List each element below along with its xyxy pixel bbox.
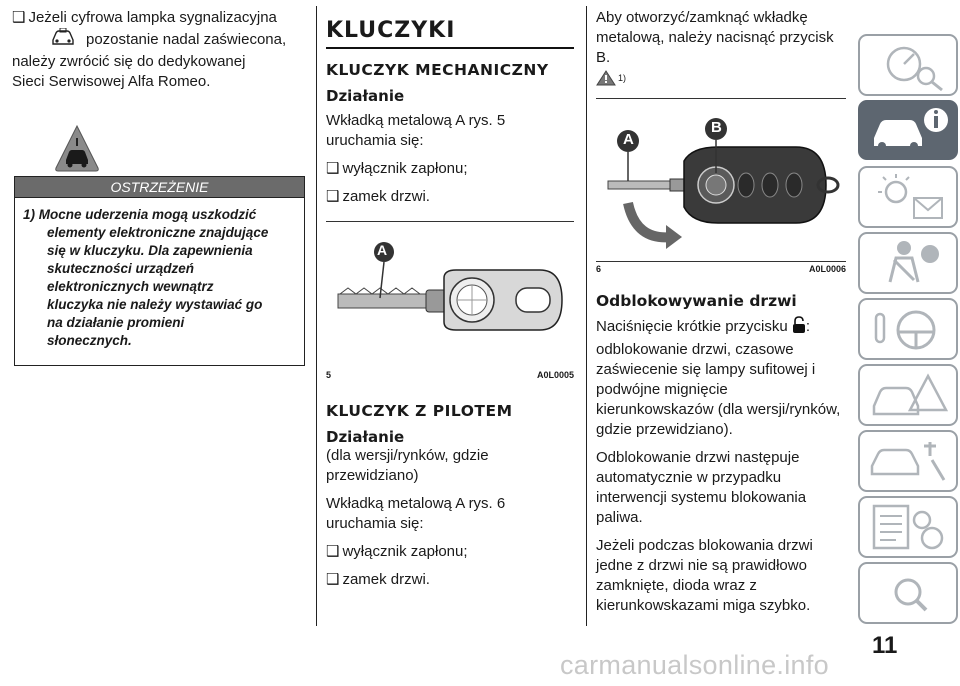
unlock-paragraph [596,316,846,440]
warning-line: 1) Mocne uderzenia mogą uszkodzić [23,207,257,222]
column-middle [326,8,574,598]
list-item-text: wyłącznik zapłonu; [342,543,468,560]
bullet-marker [326,160,342,177]
heading-remote-key: KLUCZYK Z PILOTEM [326,402,513,420]
list-item-text: zamek drzwi. [342,188,430,205]
column-right [596,8,846,624]
lamp-note-line: pozostanie nadal zaświecona, [86,30,287,48]
intro-text: Aby otworzyć/zamknąć wkładkę metalową, należy nacisnąć przycisk B. [596,9,834,66]
column-divider [586,6,587,626]
note-number: 1) [618,73,627,83]
figure-caption [596,261,846,274]
figure-caption [326,370,574,380]
bullet-marker [326,543,342,560]
section-heading-keys: KLUCZYKI [326,18,574,49]
caution-triangle-icon [596,70,616,86]
tab-lights-signals[interactable] [858,166,958,228]
figure-5 [326,221,574,380]
list-item-text: wyłącznik zapłonu; [342,160,468,177]
warning-text [15,198,304,350]
page-number: 11 [872,632,898,659]
lamp-note-line: należy zwrócić się do dedykowanej [12,53,246,70]
service-icon [860,432,956,490]
warning-car-icon [860,366,956,424]
car-lamp-icon [50,28,86,52]
heading-mechanical-key: KLUCZYK MECHANICZNY [326,61,549,79]
column-divider [316,6,317,626]
list-item [326,187,574,207]
warning-line: się w kluczyku. Dla zapewnienia [47,243,253,258]
warning-line: na działanie promieni [47,315,185,330]
unlock-paragraph: Odblokowanie drzwi następuje automatycznie w przypadku interwencji systemu blokowania paliwa. [596,449,807,526]
operation-text: Wkładką metalową A rys. 6 uruchamia się: [326,495,506,532]
list-item [326,570,574,590]
tab-service[interactable] [858,430,958,492]
tab-dashboard[interactable] [858,34,958,96]
steering-wheel-icon [860,300,956,358]
note-reference [596,70,846,86]
column-left [14,8,304,100]
footer-watermark: carmanualsonline.info [560,650,829,680]
heading-operation: Działanie [326,428,405,446]
bullet-marker [326,571,342,588]
warning-box [14,176,305,366]
bullet-marker [326,188,342,205]
tab-tech-data[interactable] [858,496,958,558]
warning-title: OSTRZEŻENIE [15,177,304,198]
figure-code: A0L0005 [536,370,574,380]
heading-door-unlock: Odblokowywanie drzwi [596,292,797,310]
car-info-icon [860,102,956,158]
version-note: (dla wersji/rynków, gdzie przewidziano) [326,447,489,484]
dashboard-icon [860,36,956,94]
unlock-text: Naciśnięcie krótkie przycisku [596,318,788,335]
remote-key-illustration [596,99,846,261]
list-item [326,159,574,179]
heading-operation: Działanie [326,87,405,105]
figure-label-b: B [711,119,722,136]
figure-code: A0L0006 [808,264,846,274]
mechanical-key-illustration [326,222,574,370]
figure-number: 5 [326,370,332,380]
unlock-text: : odblokowanie drzwi, czasowe zaświecenie się lampy sufitowej i podwójne mignięcie kierunkowskazów (dla wersji/rynków, gdzie przewidziano). [596,318,841,438]
bullet-marker [12,9,28,26]
operation-text: Wkładką metalową A rys. 5 uruchamia się: [326,112,506,149]
padlock-icon [792,316,806,340]
index-icon [860,564,956,622]
tab-driving[interactable] [858,298,958,360]
figure-number: 6 [596,264,602,274]
warning-triangle-icon [54,124,100,179]
lights-signals-icon [860,168,956,226]
warning-line: słonecznych. [47,333,132,348]
warning-line: elementy elektroniczne znajdujące [47,225,269,240]
warning-line: skuteczności urządzeń [47,261,195,276]
warning-line: elektronicznych wewnątrz [47,279,214,294]
unlock-paragraph: Jeżeli podczas blokowania drzwi jedne z drzwi nie są prawidłowo zamknięte, dioda wraz z kierunkowskazami miga szybko. [596,537,813,614]
figure-label-a: A [377,242,388,258]
lamp-note-line: Sieci Serwisowej Alfa Romeo. [12,73,211,90]
tab-safety[interactable] [858,232,958,294]
tab-warnings[interactable] [858,364,958,426]
figure-label-a: A [623,131,634,148]
tech-data-icon [860,498,956,556]
warning-line: kluczyka nie należy wystawiać go [47,297,263,312]
list-item-text: zamek drzwi. [342,571,430,588]
figure-6 [596,98,846,274]
lamp-note-line: Jeżeli cyfrowa lampka sygnalizacyjna [28,9,277,26]
tab-car-info[interactable] [858,100,958,160]
list-item [326,542,574,562]
lamp-note [12,8,304,92]
safety-icon [860,234,956,292]
tab-index[interactable] [858,562,958,624]
